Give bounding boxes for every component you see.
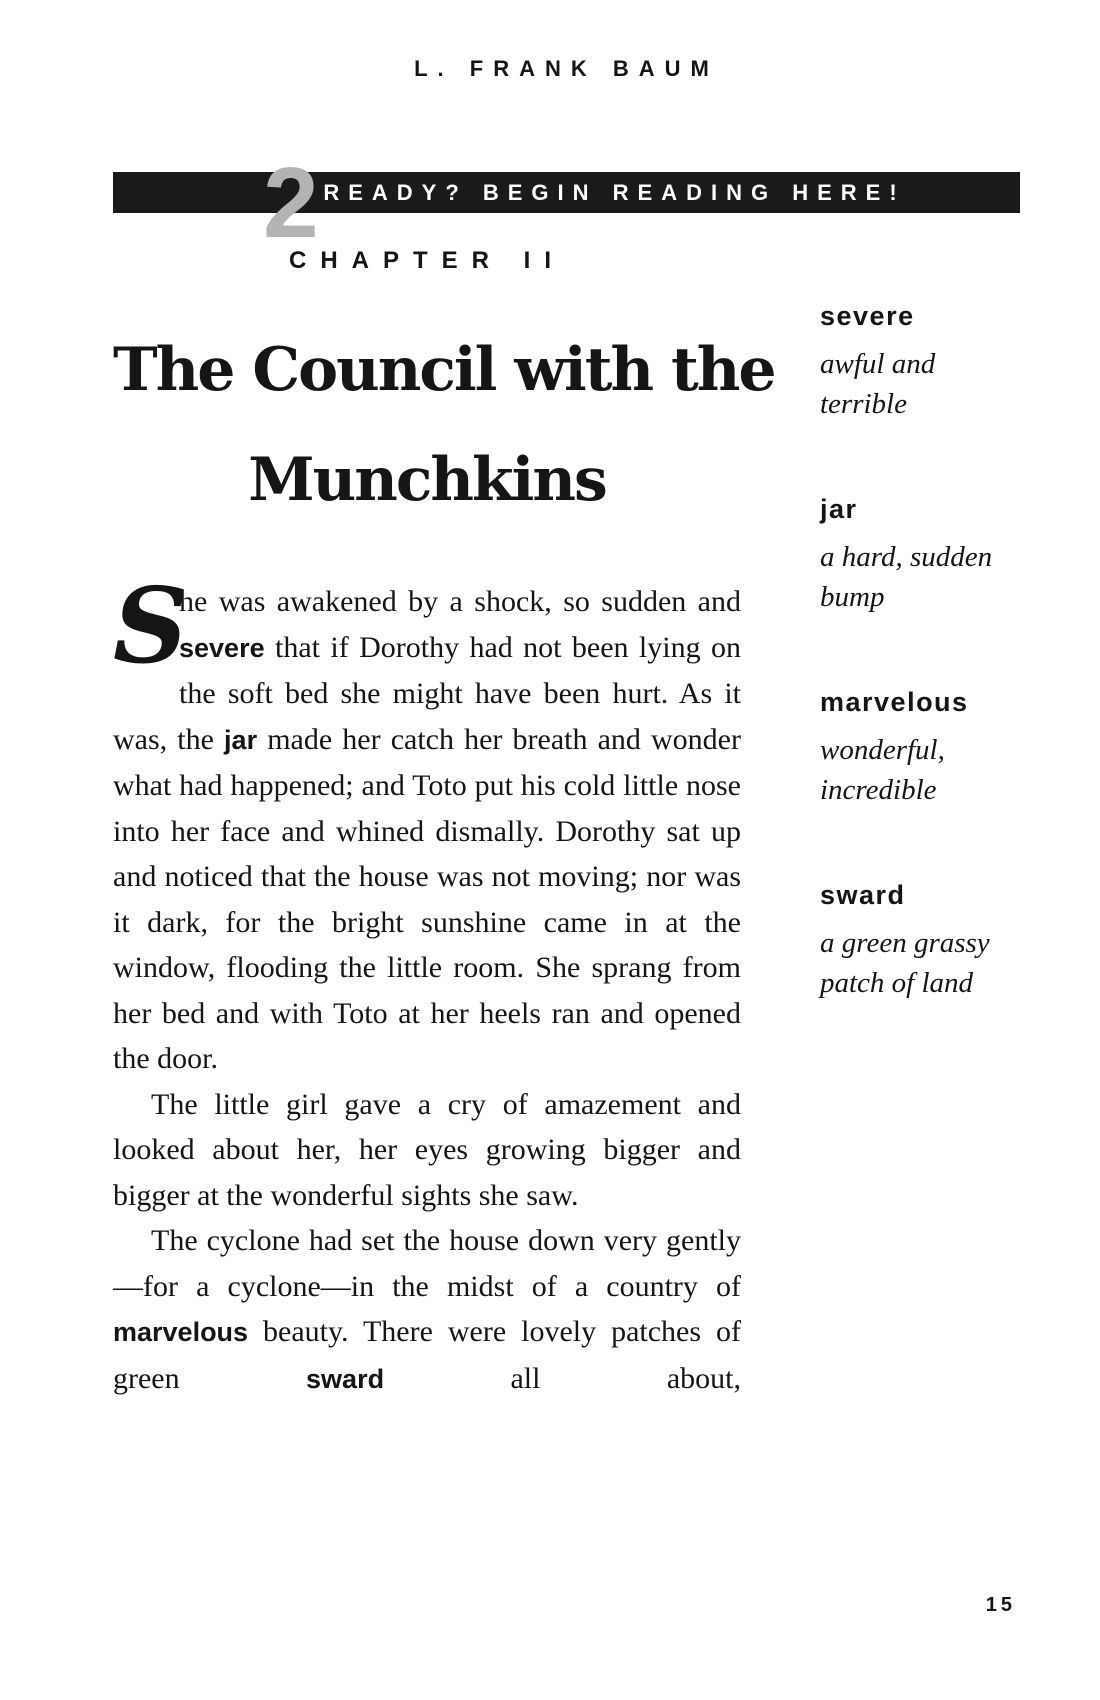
- vocab-entry: [820, 880, 1015, 1003]
- chapter-title: [113, 315, 775, 535]
- vocab-definition: wonderful, incredible: [820, 734, 945, 806]
- body-paragraph: [113, 1082, 741, 1219]
- vocab-term: jar: [820, 494, 858, 524]
- body-text-segment: he was awakened by a shock, so sudden and: [179, 585, 741, 618]
- author-header: L. FRANK BAUM: [414, 56, 719, 81]
- vocab-term: sward: [820, 880, 906, 910]
- page-content: [113, 0, 1020, 1402]
- vocab-term: severe: [820, 301, 915, 331]
- banner-label: READY? BEGIN READING HERE!: [323, 179, 906, 205]
- page-number: 15: [985, 1594, 1016, 1616]
- chapter-kicker: CHAPTER II: [288, 247, 565, 274]
- chapter-banner: [113, 147, 1020, 259]
- vocab-word-inline: marvelous: [113, 1317, 249, 1347]
- body-text-segment: made her catch her breath and wonder what had happened; and Toto put his cold little nose into her face and whined dismally. Dorothy sat up and noticed that the house was not moving; nor was it dark, for the bright sunshine came in at the window, flooding the little room. She sprang from her bed and with Toto at her heels ran and opened the door.: [113, 722, 741, 1075]
- vocab-entry: [820, 494, 1015, 617]
- vocab-word-inline: severe: [179, 632, 265, 663]
- body-paragraph: [113, 564, 741, 1082]
- body-text-segment: The little girl gave a cry of amazement and looked about her, her eyes growing bigger and bigger at the wonderful sights she saw.: [113, 1087, 741, 1212]
- chapter-title-line-2: Munchkins: [248, 445, 606, 515]
- body-text-segment: The cyclone had set the house down very gently—for a cyclone—in the midst of a country of: [113, 1224, 741, 1303]
- vocab-word-inline: jar: [224, 724, 258, 755]
- body-text-segment: that if Dorothy had not been lying on the soft bed she might have been hurt. As it was, the: [113, 630, 741, 756]
- page-columns: [113, 213, 1020, 1402]
- vocab-definition: a green grassy patch of land: [820, 927, 990, 999]
- vocabulary-sidebar: [820, 213, 1015, 1073]
- body-text-segment: beauty. There were lovely patches of green: [113, 1315, 741, 1395]
- vocab-entry: [820, 687, 1015, 810]
- body-text-segment: all about,: [384, 1361, 742, 1395]
- vocab-definition: a hard, sudden bump: [820, 541, 993, 613]
- chapter-number-numeral: 2: [263, 147, 319, 259]
- drop-cap: S: [113, 564, 189, 687]
- vocab-term: marvelous: [820, 687, 969, 717]
- vocab-definition: awful and terrible: [820, 348, 936, 420]
- chapter-title-line-1: The Council with the: [113, 335, 775, 405]
- vocab-word-inline: sward: [306, 1363, 385, 1394]
- vocab-entry: [820, 301, 1015, 424]
- body-text: [113, 564, 742, 1402]
- main-column: [113, 213, 775, 1402]
- body-paragraph: [113, 1218, 741, 1402]
